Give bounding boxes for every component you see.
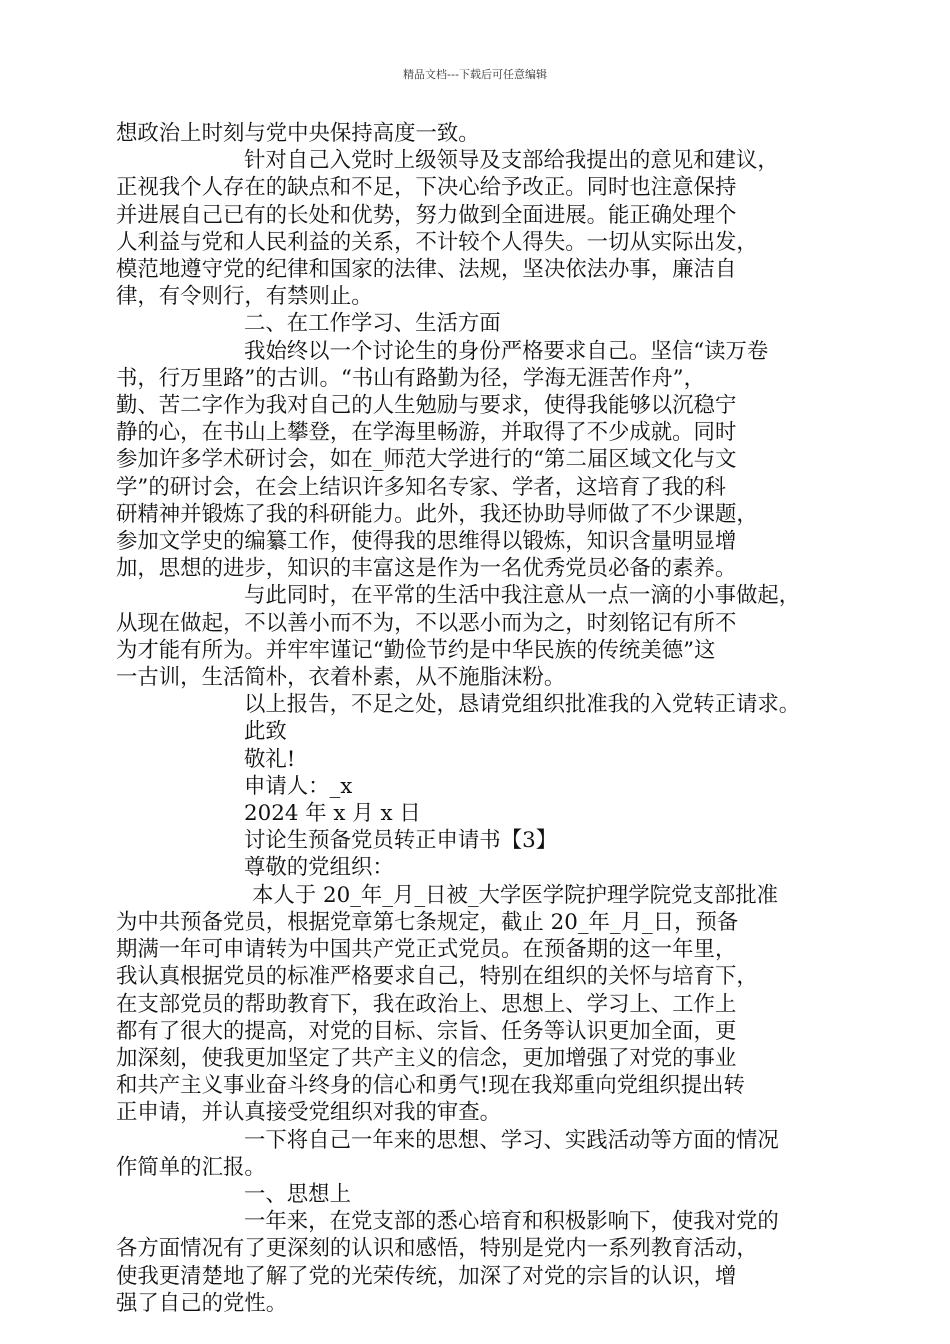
text-line: 二、在工作学习、生活方面: [244, 311, 501, 337]
text-line: 以上报告，不足之处，恳请党组织批准我的入党转正请求。: [244, 692, 801, 718]
text-line: 书，行万里路”的古训。“书山有路勤为径，学海无涯苦作舟”，: [116, 365, 705, 391]
text-line: 律，有令则行，有禁则止。: [116, 284, 373, 310]
text-line: 强了自己的党性。: [116, 1290, 288, 1316]
text-line: 加深刻，使我更加坚定了共产主义的信念，更加增强了对党的事业: [116, 1045, 737, 1071]
text-line: 正视我个人存在的缺点和不足，下决心给予改正。同时也注意保持: [116, 175, 737, 201]
text-line: 研精神并锻炼了我的科研能力。此外，我还协助导师做了不少课题，: [116, 501, 758, 527]
text-line: 想政治上时刻与党中央保持高度一致。: [116, 121, 480, 146]
text-line: 针对自己入党时上级领导及支部给我提出的意见和建议，: [244, 148, 779, 174]
text-line: 加，思想的进步，知识的丰富这是作为一名优秀党员必备的素养。: [116, 556, 737, 582]
text-line: 申请人：_x: [244, 773, 353, 799]
text-line: 期满一年可申请转为中国共产党正式党员。在预备期的这一年里，: [116, 937, 737, 963]
text-line: 一、思想上: [244, 1181, 351, 1207]
text-line: 敬礼!: [244, 746, 296, 772]
text-line: 为才能有所为。并牢牢谨记“勤俭节约是中华民族的传统美德”这: [116, 637, 716, 663]
text-line: 人利益与党和人民利益的关系，不计较个人得失。一切从实际出发，: [116, 229, 758, 255]
text-line: 为中共预备党员，根据党章第七条规定，截止 20_年_月_日，预备: [116, 909, 739, 935]
text-line: 并进展自己已有的长处和优势，努力做到全面进展。能正确处理个: [116, 202, 737, 228]
text-line: 一年来，在党支部的悉心培育和积极影响下，使我对党的: [244, 1209, 779, 1235]
text-line: 本人于 20_年_月_日被_大学医学院护理学院党支部批准: [252, 882, 779, 908]
text-line: 我始终以一个讨论生的身份严格要求自己。坚信“读万卷: [244, 338, 769, 364]
text-line: 尊敬的党组织：: [244, 855, 394, 881]
text-line: 一下将自己一年来的思想、学习、实践活动等方面的情况: [244, 1127, 779, 1153]
text-line: 与此同时，在平常的生活中我注意从一点一滴的小事做起，: [244, 583, 801, 609]
document-body: [116, 120, 832, 1317]
text-line: 和共产主义事业奋斗终身的信心和勇气!现在我郑重向党组织提出转: [116, 1073, 745, 1099]
text-line: 此致: [244, 719, 287, 745]
text-line: 勤、苦二字作为我对自己的人生勉励与要求，使得我能够以沉稳宁: [116, 393, 737, 419]
text-line: 都有了很大的提高，对党的目标、宗旨、任务等认识更加全面，更: [116, 1018, 737, 1044]
text-line: 使我更清楚地了解了党的光荣传统，加深了对党的宗旨的认识，增: [116, 1263, 737, 1289]
text-line: 正申请，并认真接受党组织对我的审查。: [116, 1100, 502, 1126]
text-line: 学”的研讨会，在会上结识许多知名专家、学者，这培育了我的科: [116, 474, 726, 500]
text-line: 一古训，生活简朴，衣着朴素，从不施脂沫粉。: [116, 665, 566, 691]
page-header: 精品文档---下载后可任意编辑: [403, 68, 547, 81]
text-line: 模范地遵守党的纪律和国家的法律、法规，坚决依法办事，廉洁自: [116, 257, 737, 283]
text-line: 我认真根据党员的标准严格要求自己，特别在组织的关怀与培育下，: [116, 964, 758, 990]
text-line: 各方面情况有了更深刻的认识和感悟，特别是党内一系列教育活动，: [116, 1236, 758, 1262]
text-line: 参加文学史的编纂工作，使得我的思维得以锻炼，知识含量明显增: [116, 529, 737, 555]
text-line: 在支部党员的帮助教育下，我在政治上、思想上、学习上、工作上: [116, 991, 737, 1017]
text-line: 从现在做起，不以善小而不为，不以恶小而为之，时刻铭记有所不: [116, 610, 737, 636]
text-line: 作简单的汇报。: [116, 1154, 266, 1180]
text-line: 讨论生预备党员转正申请书【3】: [244, 828, 558, 854]
text-line: 2024 年 x 月 x 日: [244, 801, 421, 827]
text-line: 参加许多学术研讨会，如在_师范大学进行的“第二届区域文化与文: [116, 447, 737, 473]
text-line: 静的心，在书山上攀登，在学海里畅游，并取得了不少成就。同时: [116, 420, 737, 446]
